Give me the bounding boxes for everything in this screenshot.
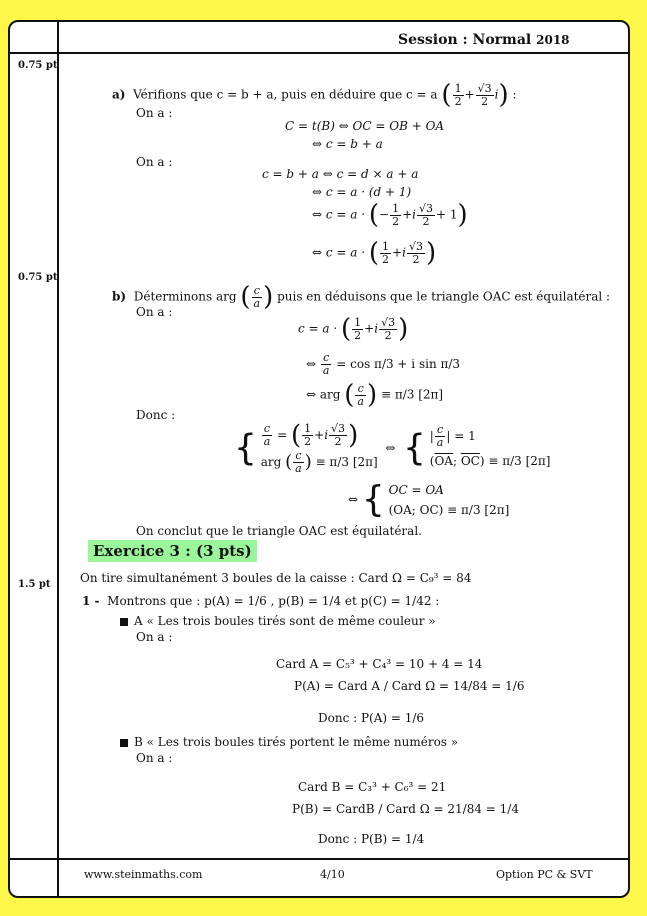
eq-a1: C = t(B) ⇔ OC = OB + OA	[285, 119, 445, 133]
question-a-label: a)	[112, 87, 126, 102]
on-a-B: On a :	[136, 751, 173, 765]
footer-divider	[10, 858, 628, 860]
bullet-square-icon	[120, 739, 128, 747]
points-ex3: 1.5 pt	[18, 579, 51, 590]
eq-a6-lhs: ⇔ c = a ·	[312, 245, 366, 260]
eq-a2: ⇔ c = b + a	[312, 137, 383, 151]
event-b-label: B « Les trois boules tirés portent le même numéros »	[134, 735, 459, 749]
footer-option: Option PC & SVT	[496, 868, 593, 881]
system-2: ⇔ { OC = OA (OA; OC) ≡ π/3 [2π]	[348, 479, 510, 520]
exercise-3-intro: On tire simultanément 3 boules de la caisse : Card Ω = C₉³ = 84	[80, 571, 472, 585]
event-b	[120, 735, 458, 749]
bullet-square-icon	[120, 618, 128, 626]
session-label: Session : Normal	[398, 32, 532, 48]
eq-b3-rhs: ≡ π/3 [2π]	[380, 387, 444, 402]
card-a: Card A = C₅³ + C₄³ = 10 + 4 = 14	[276, 657, 483, 671]
eq-b2: ⇔ $\frac{c}{a}$ = cos π/3 + i sin π/3	[306, 351, 461, 377]
eq-b3: ⇔ arg ( $\frac{c}{a}$ ) ≡ π/3 [2π]	[306, 380, 444, 410]
eq-a4: ⇔ c = a · (d + 1)	[312, 185, 412, 199]
header-divider	[10, 52, 628, 54]
question-1-text: Montrons que : p(A) = 1/6 , p(B) = 1/4 et p(C) = 1/42 :	[107, 594, 440, 608]
eq-b1: c = a · ( $\frac{1}{2}$ +i $\frac{√3}{2}$ )	[298, 314, 409, 344]
session-header	[398, 32, 570, 48]
question-b: b) Déterminons arg ( $\frac{c}{a}$ ) puis en déduisons que le triangle OAC est équilatéral :	[112, 282, 611, 312]
event-a-label: A « Les trois boules tirés sont de même couleur »	[134, 614, 436, 628]
system-1: { $\frac{c}{a}$ = ( $\frac{1}{2}$ +i $\frac{√3}{2}$ ) arg ( $\frac{c}{a}$ ) ≡ π/3 [2π] ⇔ { | $\frac{c}{a}$ | = 1 ($\overline{OA}$; $\overline{OC}) \equiv \pi/3$ [2π]	[234, 420, 551, 475]
on-a-2: On a :	[136, 155, 173, 169]
donc-b-prob: Donc : P(B) = 1/4	[318, 832, 425, 846]
on-a-A: On a :	[136, 630, 173, 644]
system-1-modulus: = 1	[454, 429, 476, 443]
donc-a: Donc : P(A) = 1/6	[318, 711, 425, 725]
system-2-line-1: OC = OA	[388, 483, 444, 497]
question-1	[82, 594, 439, 608]
question-b-intro-2: puis en déduisons que le triangle OAC est équilatéral :	[277, 289, 611, 304]
eq-b2-rhs: = cos π/3 + i sin π/3	[336, 357, 461, 371]
eq-a5: ⇔ c = a · (− $\frac{1}{2}$ +i $\frac{√3}{2}$ + 1)	[312, 200, 468, 230]
exercise-3-title: Exercice 3 : (3 pts)	[88, 540, 257, 562]
session-year: 2018	[536, 33, 570, 47]
p-b: P(B) = CardB / Card Ω = 21/84 = 1/4	[292, 802, 519, 816]
question-b-label: b)	[112, 289, 127, 304]
footer-site: www.steinmaths.com	[84, 868, 203, 881]
system-1-argument: ≡ π/3 [2π]	[488, 454, 551, 468]
on-a-b: On a :	[136, 305, 173, 319]
card-b: Card B = C₃³ + C₆³ = 21	[298, 780, 447, 794]
on-a-1: On a :	[136, 106, 173, 120]
question-a-intro: Vérifions que c = b + a, puis en déduire que c = a	[133, 87, 438, 102]
margin-line	[57, 22, 59, 896]
eq-b1-lhs: c = a ·	[298, 321, 338, 336]
conclusion-b: On conclut que le triangle OAC est équilatéral.	[136, 524, 422, 538]
question-a: a) Vérifions que c = b + a, puis en déduire que c = a ( $\frac{1}{2}$ + $\frac{√3}{2}$ i) :	[112, 80, 517, 110]
points-a: 0.75 pt	[18, 60, 58, 71]
points-b: 0.75 pt	[18, 272, 58, 283]
eq-a6: ⇔ c = a · ( $\frac{1}{2}$ +i $\frac{√3}{2}$ )	[312, 238, 437, 268]
question-b-intro-1: Déterminons arg	[133, 289, 237, 304]
event-a	[120, 614, 436, 628]
donc-b: Donc :	[136, 408, 176, 422]
question-1-number: 1 -	[82, 594, 100, 608]
system-2-line-2: (OA; OC) ≡ π/3 [2π]	[388, 503, 510, 517]
page-sheet	[8, 20, 630, 898]
footer-page: 4/10	[320, 868, 345, 881]
eq-a5-lhs: ⇔ c = a ·	[312, 207, 366, 222]
p-a: P(A) = Card A / Card Ω = 14/84 = 1/6	[294, 679, 525, 693]
eq-a3: c = b + a ⇔ c = d × a + a	[262, 167, 419, 181]
